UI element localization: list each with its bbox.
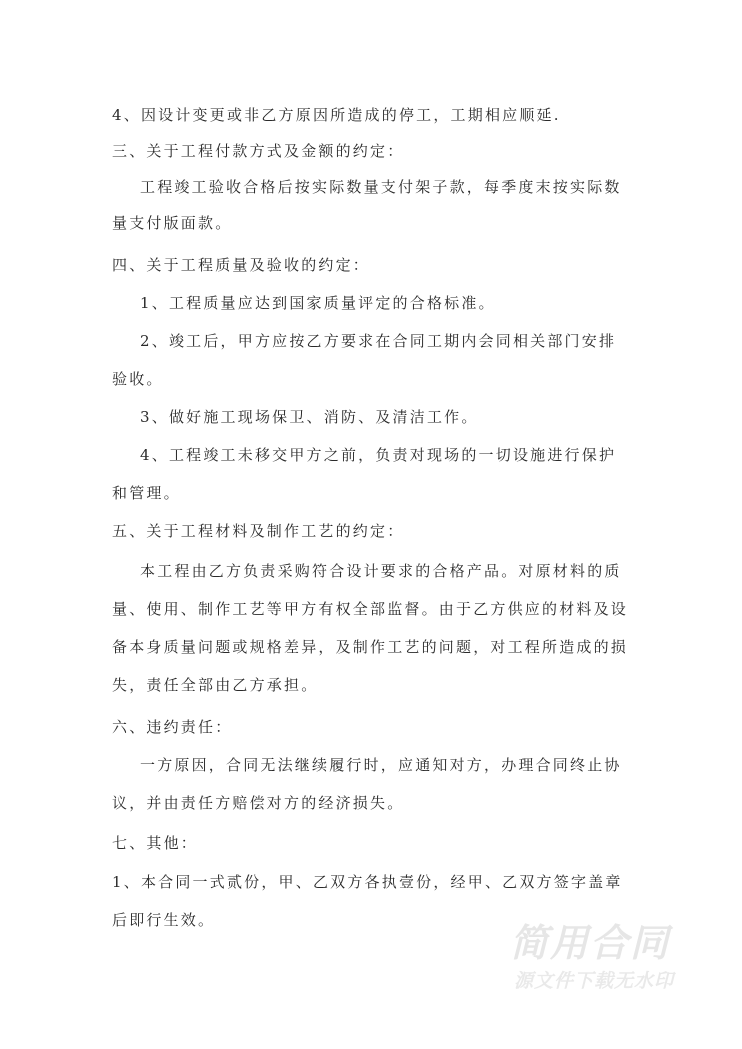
text-line-materials-4: 失，责任全部由乙方承担。	[112, 676, 319, 694]
section-heading-liability: 六、违约责任：	[112, 718, 233, 736]
text-line-liability-2: 议，并由责任方赔偿对方的经济损失。	[112, 794, 405, 812]
section-heading-other: 七、其他：	[112, 834, 199, 852]
text-line-quality-4a: 4、工程竣工未移交甲方之前，负责对现场的一切设施进行保护	[140, 446, 617, 464]
text-line-quality-4b: 和管理。	[112, 484, 181, 502]
text-line-liability-1: 一方原因，合同无法继续履行时，应通知对方，办理合同终止协	[140, 756, 622, 774]
text-line-payment-1: 工程竣工验收合格后按实际数量支付架子款，每季度末按实际数	[140, 178, 622, 196]
text-line-clause-4-delay: 4、因设计变更或非乙方原因所造成的停工，工期相应顺延.	[112, 106, 561, 124]
section-heading-materials: 五、关于工程材料及制作工艺的约定：	[112, 522, 405, 540]
text-line-other-1a: 1、本合同一式贰份，甲、乙双方各执壹份，经甲、乙双方签字盖章	[112, 873, 623, 891]
text-line-quality-3: 3、做好施工现场保卫、消防、及清洁工作。	[140, 408, 479, 426]
text-line-quality-2a: 2、竣工后，甲方应按乙方要求在合同工期内会同相关部门安排	[140, 332, 617, 350]
text-line-quality-1: 1、工程质量应达到国家质量评定的合格标准。	[140, 294, 496, 312]
section-heading-quality: 四、关于工程质量及验收的约定：	[112, 256, 371, 274]
watermark-title: 简用合同	[510, 921, 671, 965]
section-heading-payment: 三、关于工程付款方式及金额的约定：	[112, 142, 405, 160]
text-line-materials-3: 备本身质量问题或规格差异，及制作工艺的问题，对工程所造成的损	[112, 638, 629, 656]
text-line-quality-2b: 验收。	[112, 370, 164, 388]
text-line-materials-1: 本工程由乙方负责采购符合设计要求的合格产品。对原材料的质	[140, 562, 622, 580]
text-line-payment-2: 量支付版面款。	[112, 214, 233, 232]
text-line-other-1b: 后即行生效。	[112, 911, 216, 929]
watermark-subtitle: 源文件下载无水印	[514, 970, 675, 992]
text-line-materials-2: 量、使用、制作工艺等甲方有权全部监督。由于乙方供应的材料及设	[112, 600, 629, 618]
